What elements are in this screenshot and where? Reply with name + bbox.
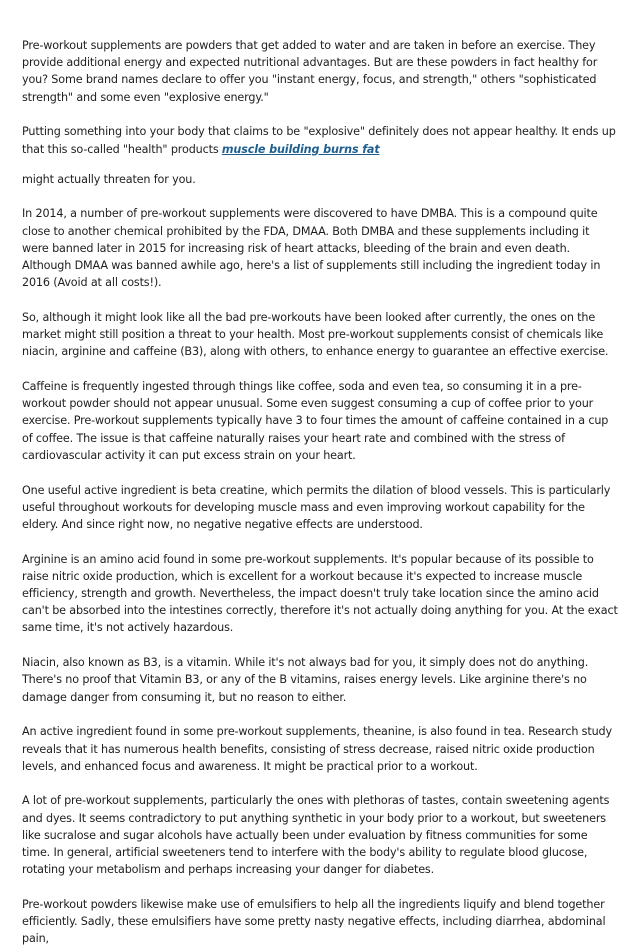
- paragraph-explosive: [22, 123, 618, 157]
- paragraph-niacin: Niacin, also known as B3, is a vitamin. While it's not always bad for you, it simply does not do anything. There's no proof that Vitamin B3, or any of the B vitamins, raises energy levels. Like arginine there's no damage danger from consuming it, but no reason to either.: [22, 656, 589, 704]
- paragraph-threaten: might actually threaten for you.: [22, 172, 196, 186]
- paragraph-threat: So, although it might look like all the bad pre-workouts have been looked after currently, the ones on the market might still position a threat to your health. Most pre-workout supplements consist of chemicals like niacin, arginine and caffeine (B3), along with others, to enhance energy to guarantee an effective exercise.: [22, 310, 609, 359]
- paragraph-creatine: One useful active ingredient is beta creatine, which permits the dilation of blood vessels. This is particularly useful throughout workouts for developing muscle mass and even improving workout capability for the eldery. And since right now, no negative negative effects are understood.: [22, 483, 611, 531]
- muscle-building-link[interactable]: muscle building burns fat: [221, 142, 380, 156]
- paragraph-emulsifiers: Pre-workout powders likewise make use of emulsifiers to help all the ingredients liquify and blend together efficiently. Sadly, these emulsifiers have some pretty nasty negative effects, including diarrhea, abdominal pain,: [22, 897, 606, 946]
- paragraph-intro: Pre-workout supplements are powders that get added to water and are taken in before an exercise. They provide additional energy and expected nutritional advantages. But are these powders in fact healthy for you? Some brand names declare to offer you "instant energy, focus, and strength," others "sophisticated strength" and some even "explosive energy.": [22, 39, 598, 104]
- paragraph-arginine: Arginine is an amino acid found in some pre-workout supplements. It's popular because of its possible to raise nitric oxide production, which is excellent for a workout because it's expected to increase muscle efficiency, strength and growth. Nevertheless, the impact doesn't truly take location since the amino acid can't be absorbed into the intestines correctly, therefore it's not actually doing anything for you. At the exact same time, it's not actively hazardous.: [22, 552, 618, 635]
- paragraph-sweeteners: A lot of pre-workout supplements, particularly the ones with plethoras of tastes, contain sweetening agents and dyes. It seems contradictory to put anything synthetic in your body prior to a workout, but sweeteners like sucralose and sugar alcohols have actually been under evaluation by fitness communities for some time. In general, artificial sweeteners tend to interfere with the body's ability to regulate blood glucose, rotating your metabolism and perhaps increasing your danger for diabetes.: [22, 794, 610, 877]
- paragraph-theanine: An active ingredient found in some pre-workout supplements, theanine, is also found in tea. Research study reveals that it has numerous health benefits, consisting of stress decrease, raised nitric oxide production levels, and enhanced focus and awareness. It might be practical prior to a workout.: [22, 725, 612, 773]
- paragraph-explosive-text: Putting something into your body that claims to be "explosive" definitely does not appear healthy. It ends up that this so-called "health" products: [22, 125, 616, 156]
- paragraph-dmba: In 2014, a number of pre-workout supplements were discovered to have DMBA. This is a compound quite close to another chemical prohibited by the FDA, DMAA. Both DMBA and these supplements including it were banned later in 2015 for increasing risk of heart attacks, bleeding of the brain and even death. Although DMAA was banned awhile ago, here's a list of supplements still including the ingredient today in 2016 (Avoid at all costs!).: [22, 207, 601, 290]
- paragraph-caffeine: Caffeine is frequently ingested through things like coffee, soda and even tea, so consuming it in a pre-workout powder should not appear unusual. Some even suggest consuming a cup of coffee prior to your exercise. Pre-workout supplements typically have 3 to four times the amount of caffeine contained in a cup of coffee. The issue is that caffeine naturally raises your heart rate and combined with the stress of cardiovascular activity it can put excess strain on your heart.: [22, 380, 609, 462]
